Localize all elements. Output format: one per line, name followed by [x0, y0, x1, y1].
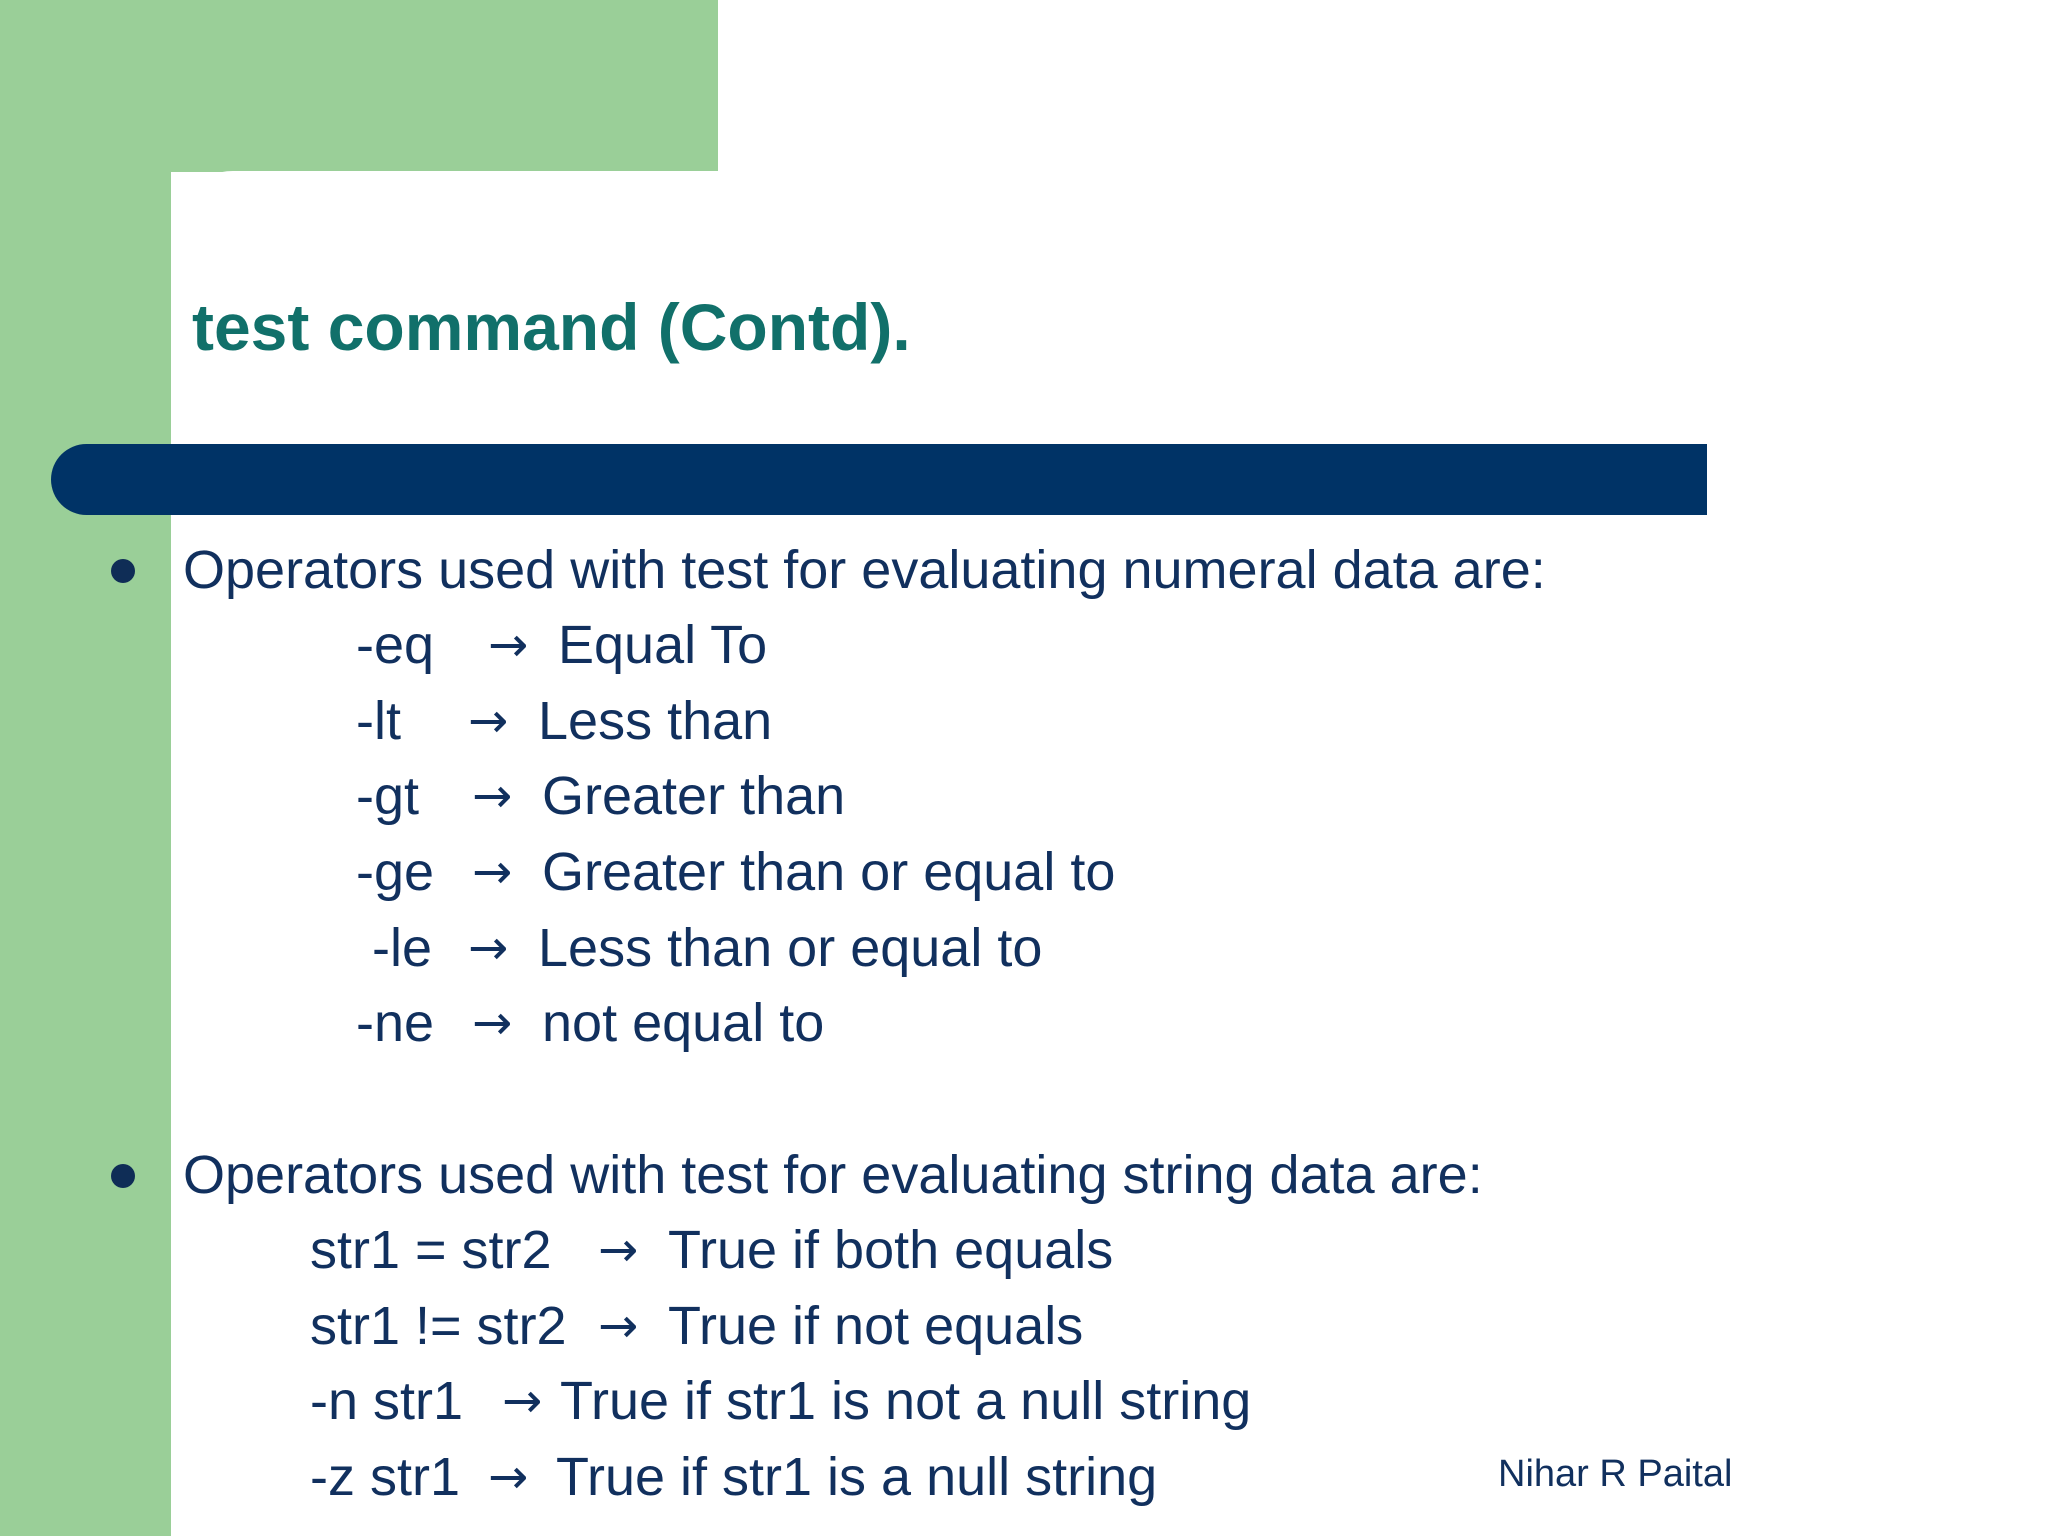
operator: -eq — [356, 615, 435, 675]
slide-title: test command (Contd). — [192, 290, 911, 364]
operator: str1 != str2 — [310, 1296, 567, 1356]
operator: -gt — [356, 766, 420, 826]
operator-description: Greater than or equal to — [542, 842, 1116, 902]
operator-description: True if str1 is a null string — [556, 1447, 1158, 1507]
operator: -ge — [356, 842, 435, 902]
arrow-icon: → — [468, 920, 509, 976]
section2-heading: Operators used with test for evaluating string data are: — [183, 1145, 1483, 1205]
arrow-icon: → — [472, 768, 513, 824]
arrow-icon: → — [598, 1222, 639, 1278]
green-sidebar — [0, 0, 171, 1536]
footer-author: Nihar R Paital — [1498, 1453, 1733, 1495]
bullet-icon — [111, 559, 135, 583]
operator: -z str1 — [310, 1447, 461, 1507]
operator-description: Less than or equal to — [538, 918, 1043, 978]
section1-heading: Operators used with test for evaluating numeral data are: — [183, 540, 1546, 600]
operator: -ne — [356, 993, 435, 1053]
operator: -le — [372, 918, 433, 978]
operator: -lt — [356, 691, 401, 751]
title-divider-bar — [51, 444, 1707, 515]
arrow-icon: → — [488, 1449, 529, 1505]
operator: -n str1 — [310, 1371, 464, 1431]
operator-description: True if not equals — [668, 1296, 1084, 1356]
arrow-icon: → — [468, 693, 509, 749]
operator: str1 = str2 — [310, 1220, 552, 1280]
arrow-icon: → — [598, 1298, 639, 1354]
arrow-icon: → — [488, 617, 529, 673]
operator-description: True if str1 is not a null string — [560, 1371, 1252, 1431]
operator-description: Equal To — [558, 615, 768, 675]
operator-description: True if both equals — [668, 1220, 1114, 1280]
operator-description: Greater than — [542, 766, 846, 826]
arrow-icon: → — [502, 1373, 543, 1429]
bullet-icon — [111, 1164, 135, 1188]
arrow-icon: → — [472, 995, 513, 1051]
arrow-icon: → — [472, 844, 513, 900]
operator-description: not equal to — [542, 993, 825, 1053]
operator-description: Less than — [538, 691, 773, 751]
